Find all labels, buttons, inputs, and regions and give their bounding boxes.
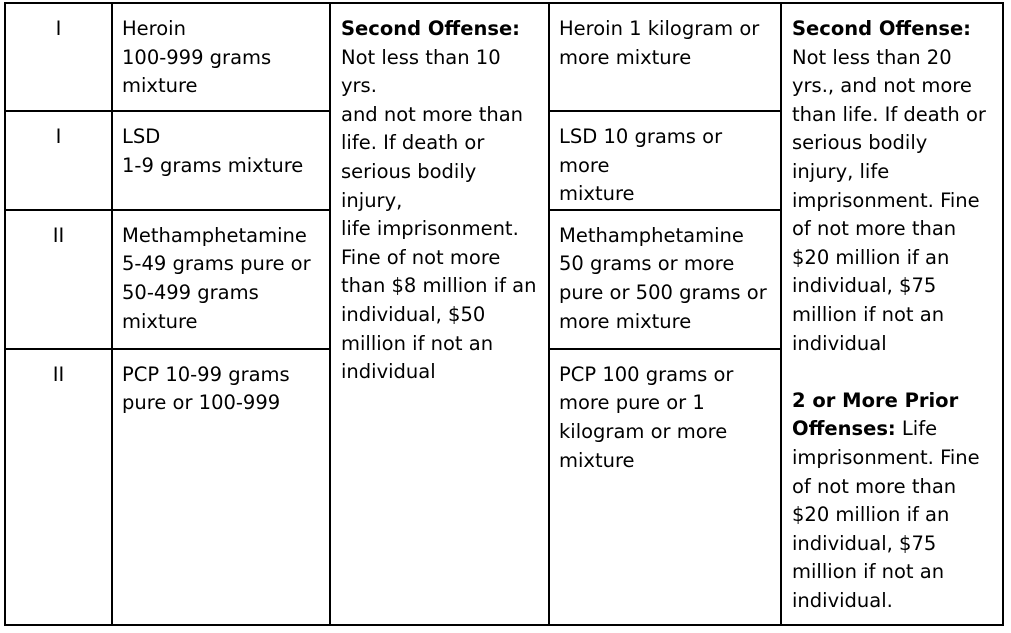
cell-line: imprisonment. Fine [792, 445, 980, 469]
cell-line: pure or 500 grams or [559, 280, 767, 304]
table-row [5, 3, 1003, 111]
drug-quantity-cell [112, 210, 330, 349]
cell-line: more mixture [559, 45, 692, 69]
cell-line: serious bodily injury, [341, 159, 477, 212]
cell-line: 1-9 grams mixture [122, 153, 304, 177]
cell-line: imprisonment. Fine [792, 188, 980, 212]
cell-line: mixture [559, 448, 635, 472]
schedule-cell: I [5, 111, 112, 210]
cell-line: 100-999 grams [122, 45, 272, 69]
cell-line: Not less than 20 [792, 45, 952, 69]
cell-line: million if not an [341, 331, 494, 355]
cell-line: PCP 100 grams or [559, 362, 734, 386]
cell-line: 50-499 grams [122, 280, 259, 304]
cell-line: kilogram or more [559, 419, 728, 443]
cell-line: individual, $75 [792, 531, 937, 555]
cell-line: LSD 10 grams or more [559, 125, 723, 177]
prior-offenses-heading: 2 or More Prior [792, 388, 959, 412]
second-offense-heading: Second Offense: [341, 17, 520, 40]
threshold-quantity-cell [549, 3, 781, 111]
cell-line: individual [341, 360, 436, 384]
cell-line: mixture [122, 74, 198, 98]
second-offense-heading: Second Offense: [792, 17, 971, 40]
cell-line: yrs., and not more [792, 74, 972, 98]
drug-penalty-table [4, 2, 1004, 626]
cell-line: 50 grams or more [559, 252, 735, 276]
cell-line: individual, $75 [792, 274, 937, 298]
cell-line: $20 million if an [792, 245, 950, 269]
cell-line [792, 415, 996, 444]
cell-line: million if not an [792, 560, 945, 584]
cell-line: 5-49 grams pure or [122, 252, 311, 276]
cell-line: Heroin 1 kilogram or [559, 17, 760, 40]
cell-line: million if not an [792, 302, 945, 326]
cell-line: individual [792, 331, 887, 355]
penalty-cell-greater [781, 3, 1003, 625]
cell-line: mixture [122, 309, 198, 333]
threshold-quantity-cell [549, 349, 781, 625]
cell-line: of not more than [792, 474, 957, 498]
drug-quantity-cell [112, 3, 330, 111]
cell-line: Heroin [122, 17, 186, 40]
drug-quantity-cell [112, 111, 330, 210]
schedule-cell: II [5, 210, 112, 349]
cell-line: life. If death or [341, 131, 485, 155]
cell-line: more pure or 1 [559, 391, 705, 415]
cell-line: mixture [559, 182, 635, 206]
schedule-cell: II [5, 349, 112, 625]
cell-line: than $8 million if an [341, 274, 537, 298]
drug-quantity-cell [112, 349, 330, 625]
prior-offenses-heading-end: Offenses: [792, 417, 896, 441]
cell-line: individual, $50 [341, 302, 486, 326]
cell-line: of not more than [792, 217, 957, 241]
threshold-quantity-cell [549, 111, 781, 210]
cell-line: than life. If death or [792, 102, 986, 126]
cell-line: LSD [122, 125, 161, 148]
cell-line: Fine of not more [341, 245, 501, 269]
cell-line: PCP 10-99 grams [122, 362, 290, 386]
cell-line: serious bodily [792, 131, 928, 155]
cell-line: Methamphetamine [559, 223, 744, 247]
penalty-cell-lesser [330, 3, 549, 625]
cell-line: pure or 100-999 [122, 391, 281, 415]
paragraph-gap [792, 358, 996, 387]
cell-line: Methamphetamine [122, 223, 307, 247]
cell-line: individual. [792, 588, 893, 612]
threshold-quantity-cell [549, 210, 781, 349]
cell-line-tail: Life [895, 417, 938, 441]
cell-line: Not less than 10 yrs. [341, 45, 501, 98]
cell-line: life imprisonment. [341, 217, 519, 241]
cell-line: more mixture [559, 309, 692, 333]
cell-line: $20 million if an [792, 503, 950, 527]
schedule-cell: I [5, 3, 112, 111]
cell-line: injury, life [792, 159, 890, 183]
cell-line: and not more than [341, 102, 524, 126]
